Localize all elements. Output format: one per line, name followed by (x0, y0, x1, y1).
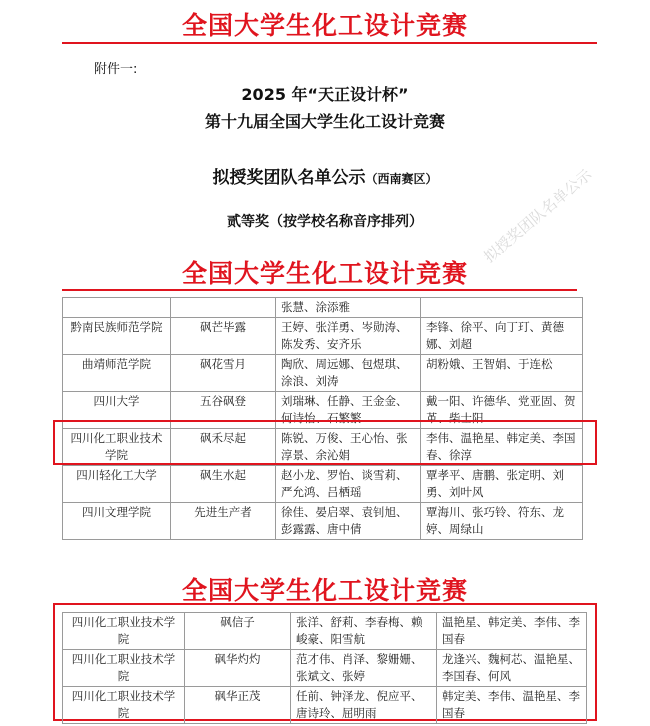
school-cell: 四川化工职业技术学院 (63, 613, 185, 650)
students-cell: 陈锐、万俊、王心怡、张淳景、余沁娟 (276, 429, 421, 466)
table-row (63, 650, 587, 687)
students-cell: 张慧、涂添雅 (276, 298, 421, 318)
table-cell-empty (171, 298, 276, 318)
school-cell: 四川化工职业技术学院 (63, 429, 171, 466)
school-cell: 黔南民族师范学院 (63, 318, 171, 355)
advisors-cell: 戴一阳、许德华、党亚固、贺革、柴士阳 (421, 392, 583, 429)
students-cell: 范才伟、肖泽、黎姗姗、张斌文、张婷 (291, 650, 437, 687)
team-cell: 砜芒毕露 (171, 318, 276, 355)
school-cell: 四川大学 (63, 392, 171, 429)
advisors-cell: 温艳星、韩定美、李伟、李国春 (437, 613, 587, 650)
table-row (63, 466, 583, 503)
attachment-label: 附件一: (94, 62, 138, 77)
awards-table-1 (62, 297, 583, 540)
banner-title: 全国大学生化工设计竞赛 (181, 11, 468, 40)
competition-line2: 第十九届全国大学生化工设计竞赛 (204, 112, 445, 131)
table-row (63, 318, 583, 355)
watermark: 拟授奖团队名单公示 (480, 165, 596, 267)
team-cell: 砜信子 (185, 613, 291, 650)
banner-title-3: 全国大学生化工设计竞赛 (181, 576, 468, 605)
students-cell: 任前、钟泽龙、倪应平、唐诗玲、屈明雨 (291, 687, 437, 724)
list-title (0, 163, 650, 188)
students-cell: 陶欣、周远娜、包煜琪、涂浪、刘涛 (276, 355, 421, 392)
advisors-cell: 龙逢兴、魏柯芯、温艳星、李国春、何风 (437, 650, 587, 687)
students-cell: 刘瑞琳、任静、王金金、何诗怡、石繁繁 (276, 392, 421, 429)
team-cell: 砜花雪月 (171, 355, 276, 392)
school-cell: 四川化工职业技术学院 (63, 650, 185, 687)
table-row (63, 613, 587, 650)
list-title-text: 拟授奖团队名单公示 (212, 168, 366, 188)
advisors-cell: 覃海川、张巧铃、符东、龙婷、周绿山 (421, 503, 583, 540)
competition-line1: 2025 年“天正设计杯” (241, 85, 409, 104)
banner-divider-2 (62, 289, 577, 291)
advisors-cell: 胡粉娥、王智娟、于连松 (421, 355, 583, 392)
team-cell: 砜华正茂 (185, 687, 291, 724)
advisors-cell: 覃孝平、唐鹏、张定明、刘勇、刘叶风 (421, 466, 583, 503)
highlight-box-row (53, 420, 597, 465)
table-row (63, 687, 587, 724)
table-row (63, 355, 583, 392)
table-row (63, 503, 583, 540)
team-cell: 砜华灼灼 (185, 650, 291, 687)
advisors-cell: 李伟、温艳星、韩定美、李国春、徐淳 (421, 429, 583, 466)
team-cell: 五谷砜登 (171, 392, 276, 429)
team-cell: 砜禾尽起 (171, 429, 276, 466)
students-cell: 徐佳、晏启翠、袁钊旭、彭露露、唐中倩 (276, 503, 421, 540)
school-cell: 四川化工职业技术学院 (63, 687, 185, 724)
advisors-cell: 李锋、徐平、向丁玎、黄德娜、刘超 (421, 318, 583, 355)
students-cell: 王婷、张洋勇、岑勋涛、陈发秀、安齐乐 (276, 318, 421, 355)
advisors-cell: 韩定美、李伟、温艳星、李国春 (437, 687, 587, 724)
team-cell: 砜生水起 (171, 466, 276, 503)
region-label: （西南赛区） (365, 172, 438, 186)
award-level: 贰等奖（按学校名称音序排列） (227, 214, 423, 230)
table-row (63, 298, 583, 318)
students-cell: 张洋、舒莉、李春梅、赖峻豪、阳雪航 (291, 613, 437, 650)
school-cell: 四川文理学院 (63, 503, 171, 540)
team-cell: 先进生产者 (171, 503, 276, 540)
awards-table-2 (62, 612, 587, 724)
banner-divider (62, 42, 597, 44)
table-cell-empty (421, 298, 583, 318)
table-cell-empty (63, 298, 171, 318)
banner-title-2: 全国大学生化工设计竞赛 (181, 259, 468, 288)
school-cell: 四川轻化工大学 (63, 466, 171, 503)
students-cell: 赵小龙、罗怡、谈雪莉、严允鸿、吕栖瑶 (276, 466, 421, 503)
school-cell: 曲靖师范学院 (63, 355, 171, 392)
